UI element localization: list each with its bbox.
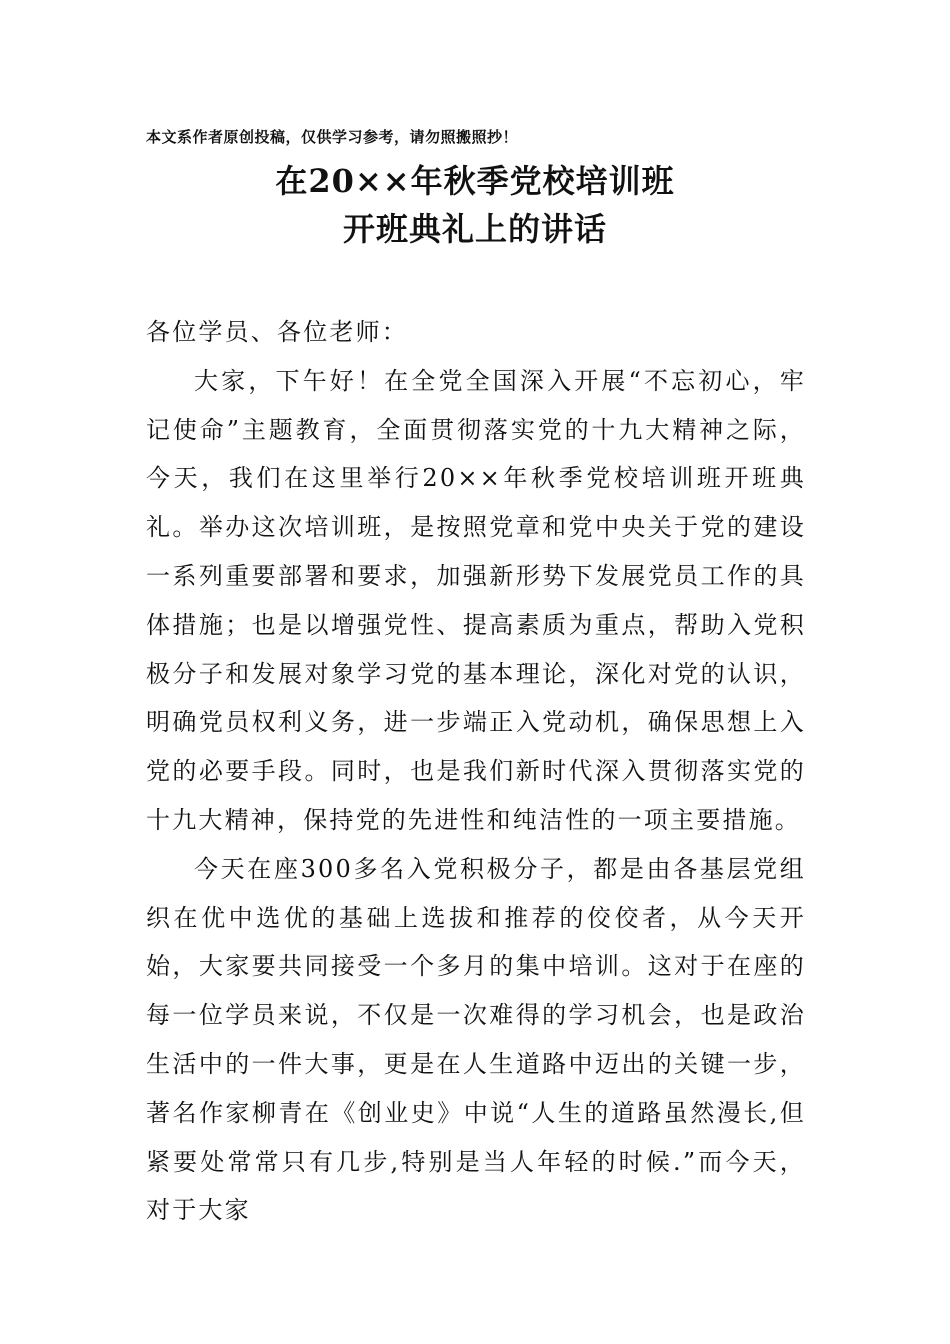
copyright-notice: 本文系作者原创投稿，仅供学习参考，请勿照搬照抄！ [146,128,519,146]
document-title-line-2: 开班典礼上的讲话 [342,210,607,248]
salutation: 各位学员、各位老师： [146,318,408,346]
paragraph-2: 今天在座300多名入党积极分子，都是由各基层党组织在优中选优的基础上选拔和推荐的佼佼者，从今天开始，大家要共同接受一个多月的集中培训。这对于在座的每一位学员来说，不仅是一次难得的学习机会，也是政治生活中的一件大事，更是在人生道路中迈出的关键一步，著名作家柳青在《创业史》中说“人生的道路虽然漫长,但紧要处常常只有几步,特别是当人年轻的时候.”而今天，对于大家 [146,854,806,1225]
paragraph-1: 大家，下午好！在全党全国深入开展“不忘初心，牢记使命”主题教育，全面贯彻落实党的十九大精神之际，今天，我们在这里举行20××年秋季党校培训班开班典礼。举办这次培训班，是按照党章和党中央关于党的建设一系列重要部署和要求，加强新形势下发展党员工作的具体措施；也是以增强党性、提高素质为重点，帮助入党积极分子和发展对象学习党的基本理论，深化对党的认识，明确党员权利义务，进一步端正入党动机，确保思想上入党的必要手段。同时，也是我们新时代深入贯彻落实党的十九大精神，保持党的先进性和纯洁性的一项主要措施。 [146,366,806,834]
document-body [146,308,806,1235]
document-title-line-1: 在20××年秋季党校培训班 [275,162,675,200]
